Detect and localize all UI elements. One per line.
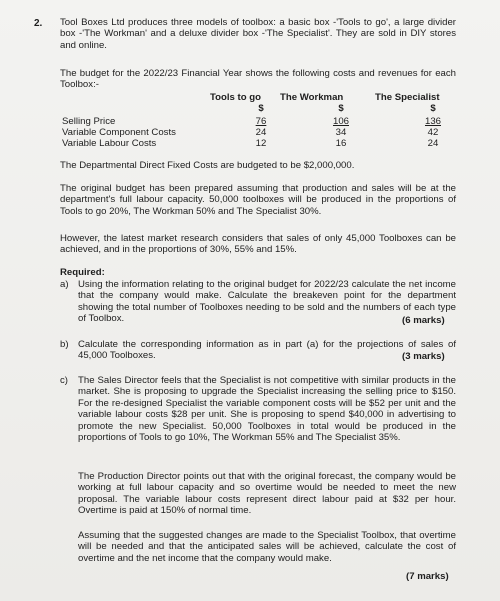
currency-symbol: $ <box>258 103 264 114</box>
table-cell: 106 <box>332 116 349 127</box>
fixed-costs-paragraph: The Departmental Direct Fixed Costs are budgeted to be $2,000,000. <box>60 160 355 171</box>
table-cell: 24 <box>255 127 267 138</box>
part-c-marks: (7 marks) <box>406 571 449 582</box>
market-research-paragraph: However, the latest market research considers that sales of only 45,000 Toolboxes can be achieved, and in the proportions of 30%, 55% and 15%. <box>60 233 456 256</box>
col-header-the-workman: The Workman <box>280 92 344 103</box>
part-b-text: Calculate the corresponding information as in part (a) for the projections of sales of 45,000 Toolboxes. <box>78 339 456 362</box>
required-heading: Required: <box>60 267 105 278</box>
currency-symbol: $ <box>430 103 436 114</box>
part-a-marks: (6 marks) <box>402 315 445 326</box>
table-cell: 34 <box>335 127 347 138</box>
row-label-selling-price: Selling Price <box>62 116 116 127</box>
table-cell: 136 <box>424 116 441 127</box>
currency-symbol: $ <box>338 103 344 114</box>
col-header-the-specialist: The Specialist <box>375 92 440 103</box>
part-b-marks: (3 marks) <box>402 351 445 362</box>
col-header-tools-to-go: Tools to go <box>210 92 261 103</box>
part-c-text-2: The Production Director points out that with the original forecast, the company would be working at full labour capacity and so overtime would be needed to meet the new proposal. The variable labour costs represent direct labour paid at $32 per hour. Overtime is paid at 150% of normal time. <box>78 471 456 517</box>
row-label-variable-labour-costs: Variable Labour Costs <box>62 138 157 149</box>
table-cell: 12 <box>255 138 267 149</box>
table-cell: 42 <box>427 127 439 138</box>
part-c-letter: c) <box>60 375 68 386</box>
table-cell: 24 <box>427 138 439 149</box>
part-b-letter: b) <box>60 339 69 350</box>
original-budget-paragraph: The original budget has been prepared assuming that production and sales will be at the department's full labour capacity. 50,000 toolboxes will be produced in the proportions of Tools to go 20%, The Workman 50% and The Specialist 30%. <box>60 183 456 217</box>
part-a-text: Using the information relating to the original budget for 2022/23 calculate the net income that the company would make. Calculate the breakeven point for the department showing the total number of Toolboxes needing to be sold and the numbers of each type of Toolbox. <box>78 279 456 325</box>
budget-intro: The budget for the 2022/23 Financial Year shows the following costs and revenues for each Toolbox:- <box>60 68 456 91</box>
part-c-text-1: The Sales Director feels that the Specialist is not competitive with similar products in the market. She is proposing to upgrade the Specialist increasing the selling price to $150. For the re-designed Specialist the variable component costs will be $52 per unit and the variable labour costs $28 per unit. She is proposing to spend $40,000 in advertising to promote the new Specialist. 50,000 Toolboxes in total would be produced in the proportions of Tools to go 10%, The Workman 55% and The Specialist 35%. <box>78 375 456 444</box>
question-number: 2. <box>34 18 43 29</box>
table-cell: 76 <box>255 116 267 127</box>
part-c-text-3: Assuming that the suggested changes are made to the Specialist Toolbox, that overtime will be needed and that the anticipated sales will be achieved, calculate the cost of overtime and the net income that the company would make. <box>78 530 456 564</box>
table-cell: 16 <box>335 138 347 149</box>
intro-paragraph: Tool Boxes Ltd produces three models of toolbox: a basic box -'Tools to go', a large divider box -'The Workman' and a deluxe divider box -'The Specialist'. They are sold in DIY stores and online. <box>60 17 456 51</box>
part-a-letter: a) <box>60 279 69 290</box>
row-label-variable-component-costs: Variable Component Costs <box>62 127 176 138</box>
